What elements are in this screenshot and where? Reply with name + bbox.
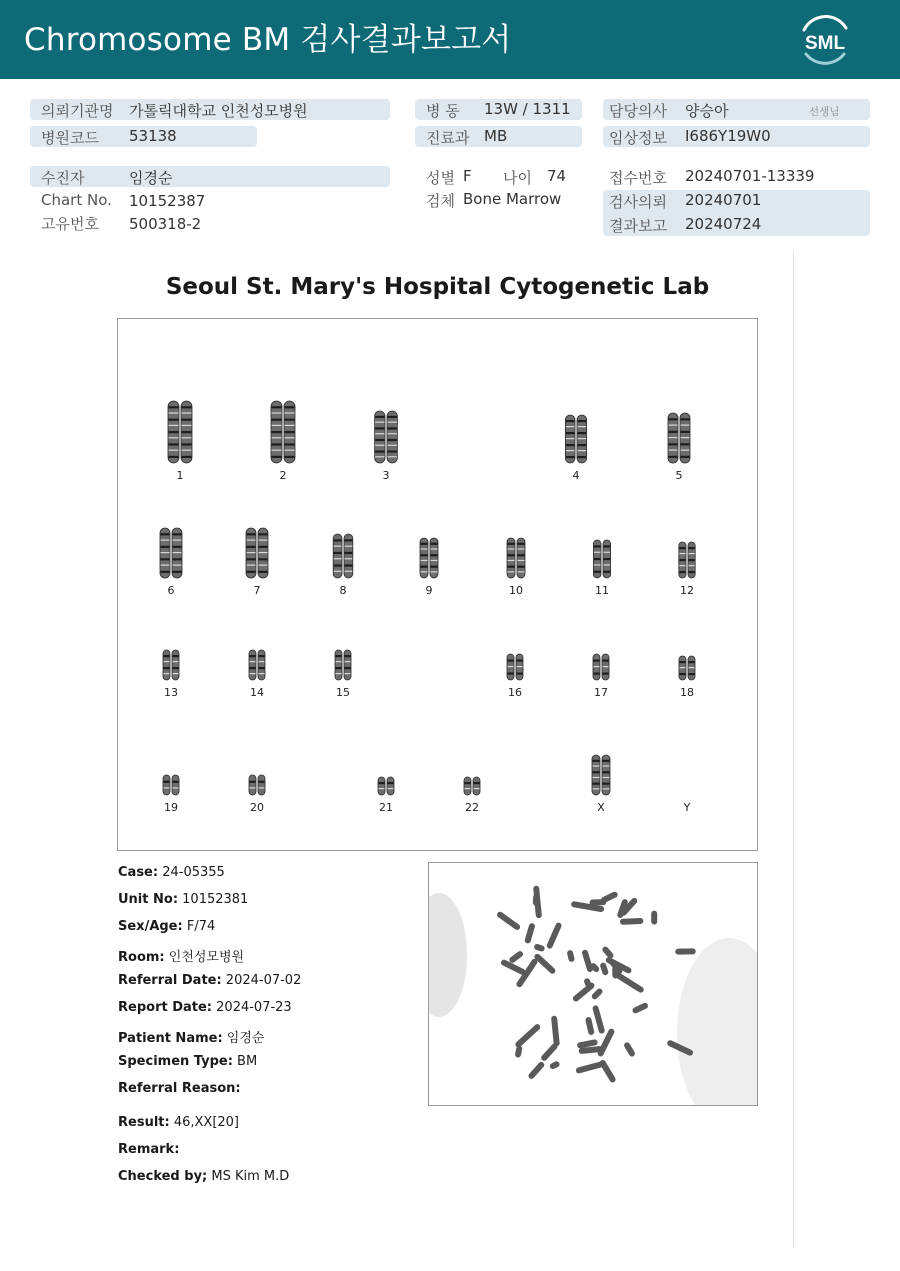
page-divider: [793, 252, 794, 1248]
case-info-row: [118, 1000, 292, 1015]
chromosome-label-1: 1: [176, 469, 184, 482]
chromosome-label-18: 18: [680, 686, 694, 699]
chromosome-pair-8: [326, 532, 360, 580]
metaphase-image: [428, 862, 758, 1106]
metaphase-chromosome: [514, 1045, 522, 1058]
metaphase-chromosome: [615, 972, 645, 994]
chromosome-pair-12: [670, 540, 704, 580]
chromosome-label-15: 15: [336, 686, 350, 699]
case-info-row: [118, 973, 301, 988]
chromosome-pair-x: [584, 753, 618, 797]
chromosome-label-3: 3: [382, 469, 390, 482]
specimen-label: 검체: [426, 192, 455, 210]
metaphase-chromosome: [524, 922, 536, 944]
case-info-value: 46,XX[20]: [169, 1115, 240, 1130]
case-info-label: Case:: [118, 865, 159, 880]
report-date-label: 결과보고: [609, 217, 667, 235]
case-info-label: Referral Date:: [118, 973, 222, 988]
chromosome-pair-9: [412, 536, 446, 580]
chromosome-label-2: 2: [279, 469, 287, 482]
chromosome-pair-11: [585, 538, 619, 580]
specimen-value: Bone Marrow: [463, 190, 562, 208]
sex-value: F: [463, 167, 472, 185]
metaphase-chromosome: [549, 1060, 561, 1070]
case-info-label: Sex/Age:: [118, 919, 183, 934]
metaphase-chromosome: [514, 1023, 541, 1049]
metaphase-chromosome: [599, 1059, 617, 1084]
department-label: 진료과: [426, 129, 470, 147]
chromosome-pair-18: [670, 654, 704, 682]
metaphase-chromosome: [599, 962, 609, 976]
chromosome-pair-6: [154, 526, 188, 580]
doctor-suffix: 선생님: [809, 106, 840, 118]
chromosome-label-13: 13: [164, 686, 178, 699]
chart-no-label: Chart No.: [41, 191, 112, 209]
chromosome-pair-19: [154, 773, 188, 797]
case-info-value: BM: [232, 1054, 258, 1069]
case-info-label: Unit No:: [118, 892, 179, 907]
chromosome-pair-22: [455, 775, 489, 797]
lab-title: Seoul St. Mary's Hospital Cytogenetic Lab: [165, 274, 710, 300]
chromosome-pair-1: [163, 399, 197, 465]
case-info-row: [118, 1027, 264, 1046]
chromosome-label-4: 4: [572, 469, 580, 482]
request-date-value: 20240701: [685, 191, 762, 209]
case-info-row: [118, 1115, 239, 1130]
hospital-code-value: 53138: [129, 127, 177, 145]
chromosome-pair-16: [498, 652, 532, 682]
case-info-label: Checked by;: [118, 1169, 208, 1184]
chromosome-label-7: 7: [253, 584, 261, 597]
chromosome-pair-20: [240, 773, 274, 797]
chromosome-label-9: 9: [425, 584, 433, 597]
age-value: 74: [547, 167, 567, 185]
chromosome-pair-4: [559, 413, 593, 465]
metaphase-chromosome: [551, 1015, 560, 1046]
case-info-row: [118, 1054, 257, 1069]
metaphase-chromosome: [623, 1041, 636, 1057]
chromosome-pair-7: [240, 526, 274, 580]
chromosome-label-21: 21: [379, 801, 393, 814]
chromosome-pair-14: [240, 648, 274, 682]
clinical-info-label: 임상정보: [609, 129, 667, 147]
chromosome-label-y: Y: [683, 801, 691, 814]
case-info-label: Result:: [118, 1115, 170, 1130]
chromosome-pair-17: [584, 652, 618, 682]
chromosome-label-17: 17: [594, 686, 608, 699]
chromosome-label-6: 6: [167, 584, 175, 597]
age-label: 나이: [503, 169, 532, 187]
case-info-value: 2024-07-02: [221, 973, 302, 988]
case-info-value: 임경순: [222, 1031, 265, 1046]
case-info-label: Specimen Type:: [118, 1054, 233, 1069]
institution-label: 의뢰기관명: [41, 102, 114, 120]
case-info-value: MS Kim M.D: [207, 1169, 290, 1184]
case-info-label: Referral Reason:: [118, 1081, 241, 1096]
ward-value: 13W / 1311: [484, 100, 571, 118]
doctor-value: 양승아: [685, 102, 729, 120]
metaphase-chromosome: [546, 922, 563, 950]
chromosome-label-12: 12: [680, 584, 694, 597]
chromosome-pair-5: [662, 411, 696, 465]
sml-logo-icon: [796, 12, 854, 68]
page-title: Chromosome BM 검사결과보고서: [24, 22, 512, 58]
case-info-value: 2024-07-23: [212, 1000, 292, 1015]
case-info-label: Patient Name:: [118, 1031, 223, 1046]
metaphase-chromosome: [508, 950, 524, 964]
chromosome-label-x: X: [597, 801, 605, 814]
metaphase-chromosome: [496, 911, 521, 932]
case-info-row: [118, 892, 248, 907]
request-date-label: 검사의뢰: [609, 193, 667, 211]
examinee-value: 임경순: [129, 169, 173, 187]
case-info-label: Remark:: [118, 1142, 180, 1157]
chromosome-pair-10: [499, 536, 533, 580]
report-date-value: 20240724: [685, 215, 762, 233]
metaphase-chromosome: [527, 1061, 545, 1080]
chromosome-label-19: 19: [164, 801, 178, 814]
case-info-value: 24-05355: [158, 865, 225, 880]
metaphase-chromosome: [533, 894, 540, 906]
unique-no-value: 500318-2: [129, 215, 202, 233]
case-info-row: [118, 1081, 241, 1096]
case-info-value: 인천성모병원: [164, 950, 245, 965]
case-info-value: 10152381: [178, 892, 249, 907]
chromosome-label-14: 14: [250, 686, 264, 699]
examinee-label: 수진자: [41, 169, 85, 187]
doctor-label: 담당의사: [609, 102, 667, 120]
receipt-no-value: 20240701-13339: [685, 167, 815, 185]
metaphase-chromosome: [651, 911, 657, 925]
logo-text: SML: [804, 33, 846, 54]
unique-no-label: 고유번호: [41, 215, 99, 233]
metaphase-chromosome: [592, 1005, 605, 1034]
chromosome-label-16: 16: [508, 686, 522, 699]
karyogram-panel: [117, 318, 758, 851]
chromosome-label-8: 8: [339, 584, 347, 597]
receipt-no-label: 접수번호: [609, 169, 667, 187]
sex-label: 성별: [426, 169, 455, 187]
ward-label: 병 동: [426, 102, 460, 120]
case-info-row: [118, 919, 215, 934]
institution-value: 가톨릭대학교 인천성모병원: [129, 102, 308, 120]
chromosome-pair-13: [154, 648, 188, 682]
metaphase-chromosome: [675, 948, 696, 954]
chromosome-pair-3: [369, 409, 403, 465]
case-info-row: [118, 1142, 179, 1157]
chromosome-label-5: 5: [675, 469, 683, 482]
chromosome-pair-15: [326, 648, 360, 682]
metaphase-chromosome: [591, 987, 604, 1000]
chromosome-label-22: 22: [465, 801, 479, 814]
metaphase-figure: [429, 863, 758, 1106]
chromosome-label-20: 20: [250, 801, 264, 814]
chromosome-pair-21: [369, 775, 403, 797]
case-info-label: Room:: [118, 950, 165, 965]
chart-no-value: 10152387: [129, 192, 206, 210]
chromosome-label-11: 11: [595, 584, 609, 597]
metaphase-chromosome: [620, 918, 644, 925]
case-info-row: [118, 946, 244, 965]
case-info-row: [118, 865, 225, 880]
metaphase-chromosome: [581, 949, 593, 973]
case-info-value: F/74: [182, 919, 216, 934]
chromosome-pair-2: [266, 399, 300, 465]
case-info-row: [118, 1169, 289, 1184]
clinical-info-value: I686Y19W0: [685, 127, 771, 145]
metaphase-chromosome: [566, 950, 575, 963]
metaphase-chromosome: [632, 1002, 649, 1014]
metaphase-chromosome: [533, 943, 545, 952]
metaphase-chromosome: [585, 1017, 595, 1036]
hospital-code-label: 병원코드: [41, 129, 99, 147]
metaphase-chromosome: [572, 981, 596, 1002]
case-info-label: Report Date:: [118, 1000, 213, 1015]
department-value: MB: [484, 127, 508, 145]
chromosome-label-10: 10: [509, 584, 523, 597]
